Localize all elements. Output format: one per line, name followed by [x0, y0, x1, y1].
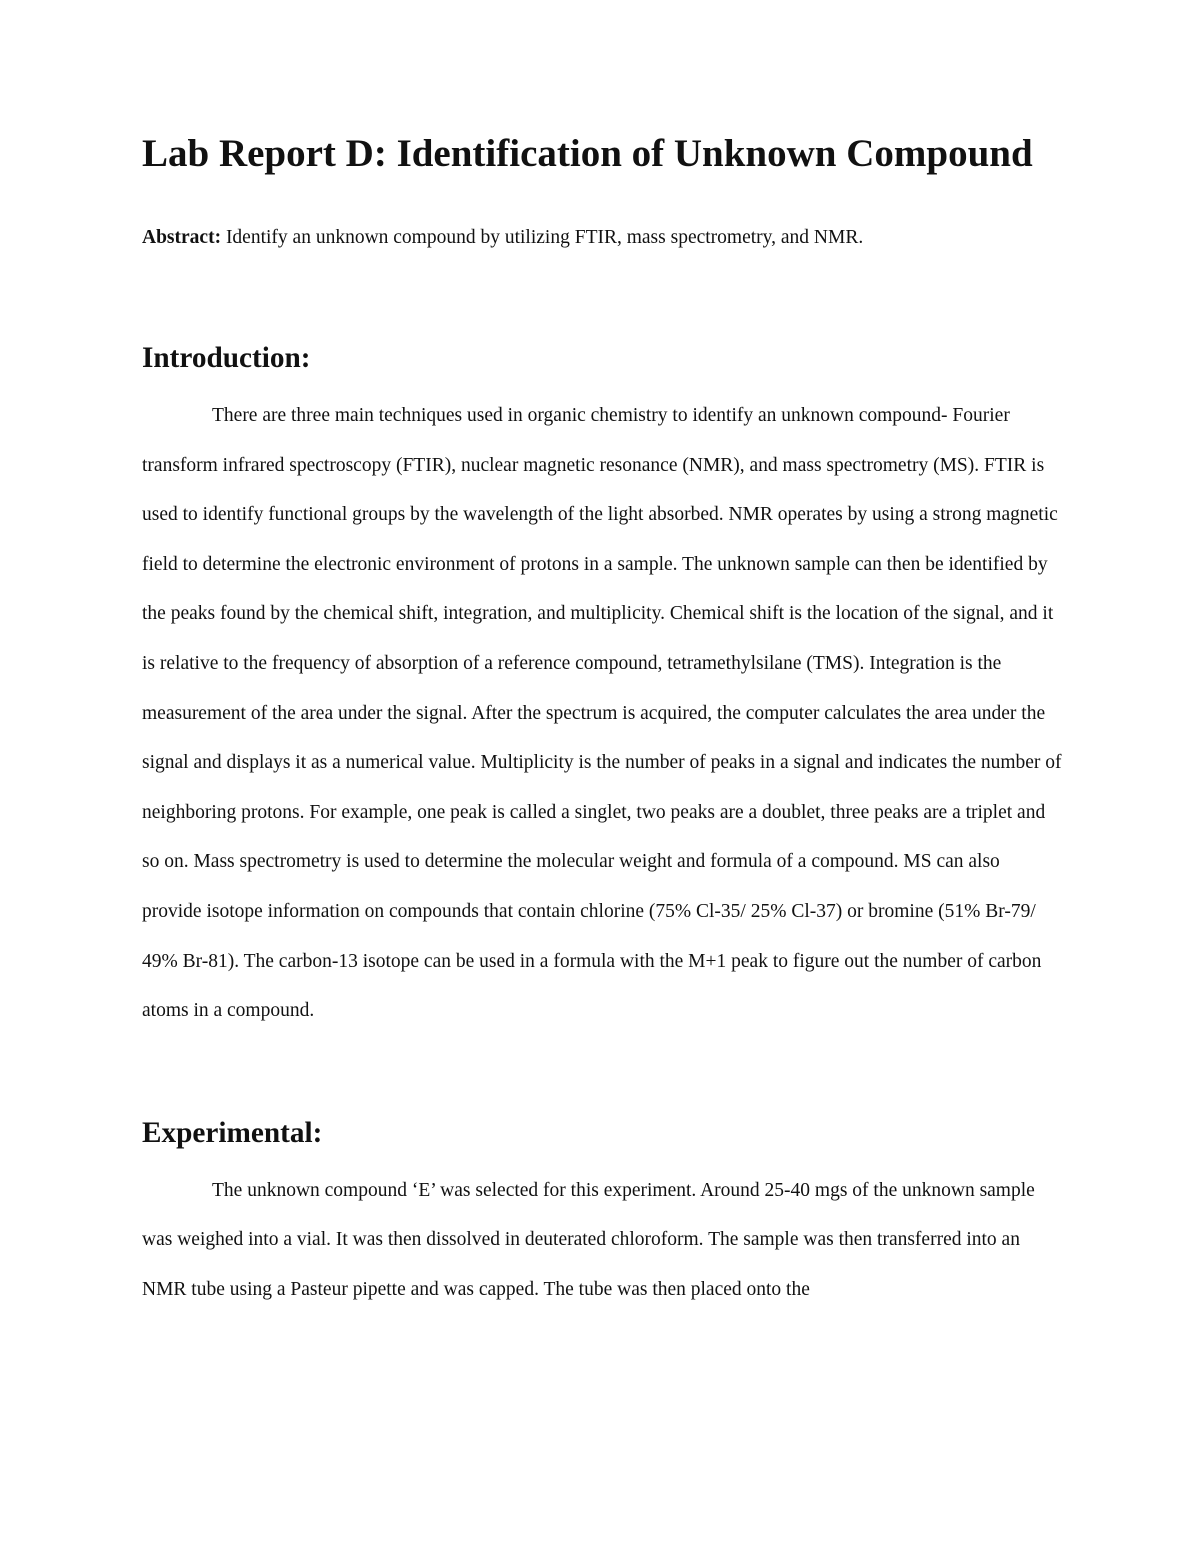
introduction-heading: Introduction:: [142, 342, 311, 374]
experimental-heading: Experimental:: [142, 1116, 323, 1149]
abstract-text: Identify an unknown compound by utilizing FTIR, mass spectrometry, and NMR.: [221, 227, 864, 248]
abstract-label: Abstract:: [142, 227, 222, 248]
experimental-paragraph: The unknown compound ‘E’ was selected for this experiment. Around 25-40 mgs of the unknown sample was weighed into a vial. It was then dissolved in deuterated chloroform. The sample was then transferred into an NMR tube using a Pasteur pipette and was capped. The tube was then placed onto the: [142, 1179, 1035, 1300]
abstract: [142, 222, 1062, 254]
introduction-paragraph: There are three main techniques used in organic chemistry to identify an unknown compound- Fourier transform infrared spectroscopy (FTIR), nuclear magnetic resonance (NMR), and mass spectrometry (MS). FTIR is used to identify functional groups by the wavelength of the light absorbed. NMR operates by using a strong magnetic field to determine the electronic environment of protons in a sample. The unknown sample can then be identified by the peaks found by the chemical shift, integration, and multiplicity. Chemical shift is the location of the signal, and it is relative to the frequency of absorption of a reference compound, tetramethylsilane (TMS). Integration is the measurement of the area under the signal. After the spectrum is acquired, the computer calculates the area under the signal and displays it as a numerical value. Multiplicity is the number of peaks in a signal and indicates the number of neighboring protons. For example, one peak is called a singlet, two peaks are a doublet, three peaks are a triplet and so on. Mass spectrometry is used to determine the molecular weight and formula of a compound. MS can also provide isotope information on compounds that contain chlorine (75% Cl-35/ 25% Cl-37) or bromine (51% Br-79/ 49% Br-81). The carbon-13 isotope can be used in a formula with the M+1 peak to figure out the number of carbon atoms in a compound.: [142, 405, 1062, 1022]
document-title: Lab Report D: Identification of Unknown Compound: [142, 132, 1033, 175]
document-page: [142, 132, 1062, 1315]
